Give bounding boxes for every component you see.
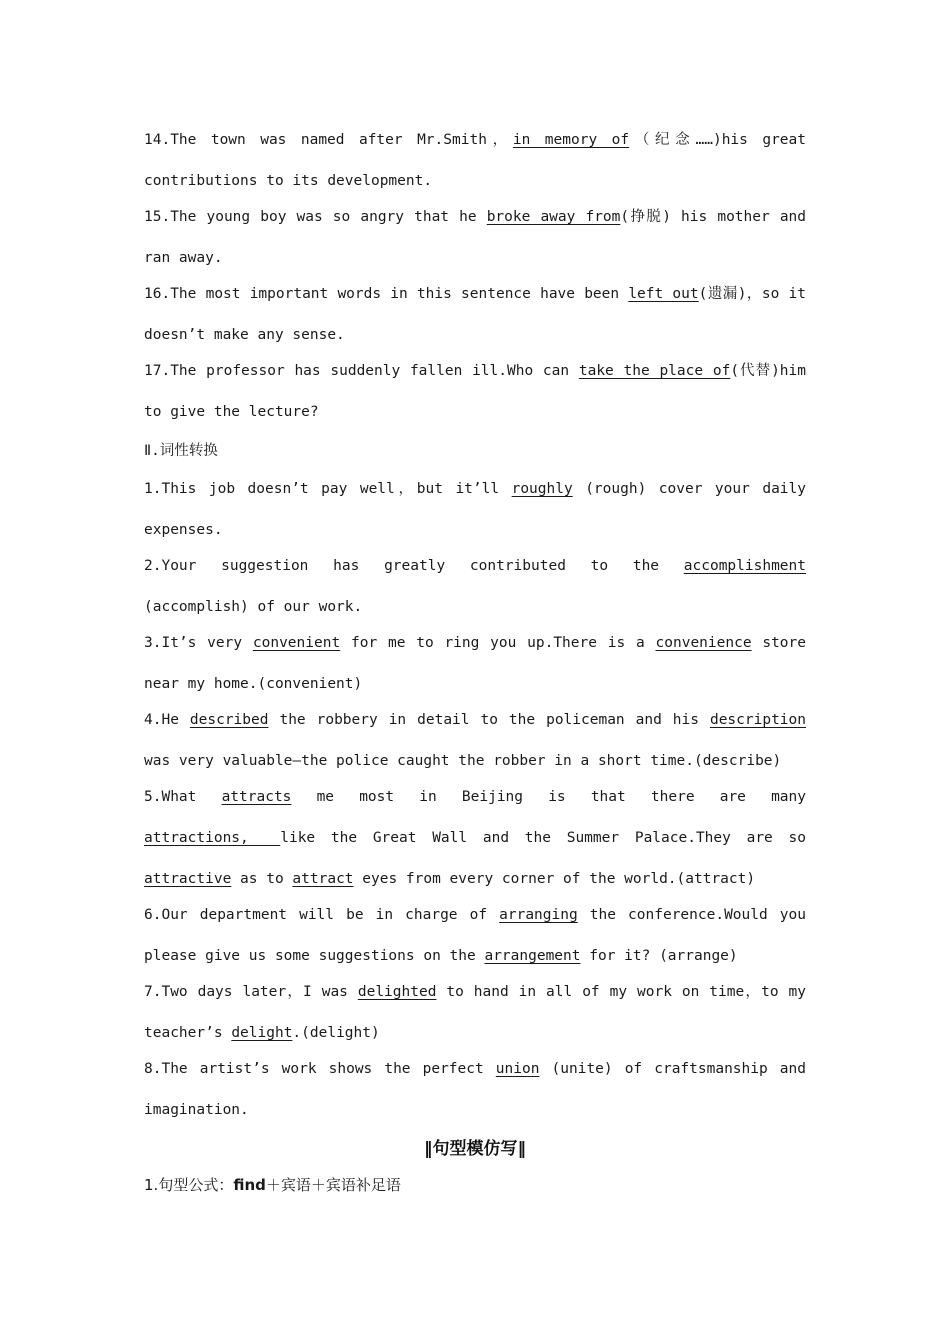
sentence-text: (挣脱) his mother and ran away. [144,209,807,266]
answer-blank: broke away from [486,209,621,225]
item-number: 1. [144,481,162,497]
sentence-text: Our department will be in charge of [161,907,500,923]
item-number: 6. [144,907,162,923]
document-page [144,120,806,1203]
answer-blank: roughly [511,481,573,497]
sentence-text: store near my home.(convenient) [144,635,806,692]
item-number: 17. [144,363,171,379]
answer-blank: delighted [357,984,437,1000]
answer-blank: attracts [221,789,292,805]
sentence-text: (rough) cover your daily expenses. [144,481,806,538]
item-number: 4. [144,712,162,728]
answer-blank: attractive [144,871,232,887]
sentence-text: like the Great Wall and the Summer Palace.They are so [280,830,806,846]
sentence-text: The most important words in this sentence have been [170,286,629,302]
answer-blank: in memory of [512,132,630,148]
item-number: 3. [144,635,162,651]
item-number: 7. [144,984,162,1000]
answer-blank: take the place of [578,363,731,379]
answer-blank: delight [231,1025,293,1041]
answer-blank: convenient [252,635,341,651]
word-form-item-3 [144,623,806,705]
answer-blank: convenience [655,635,752,651]
sentence-text: The young boy was so angry that he [170,209,487,225]
pattern-keyword: find [233,1176,266,1194]
answer-blank: attractions, [144,830,281,846]
word-form-item-1 [144,469,806,551]
answer-blank: accomplishment [683,558,806,574]
sentence-text: me most in Beijing is that there are many [291,789,806,805]
sentence-text: Your suggestion has greatly contributed to the [161,558,684,574]
answer-blank: arrangement [484,948,581,964]
exercise-item-16 [144,274,806,356]
sentence-text: The professor has suddenly fallen ill.Who can [170,363,579,379]
item-number: 8. [144,1061,162,1077]
item-number: 2. [144,558,162,574]
sentence-text: The artist’s work shows the perfect [161,1061,496,1077]
sentence-text: (遗漏)，so it doesn’t make any sense. [144,286,807,343]
sentence-text: This job doesn’t pay well，but it’ll [161,481,512,497]
answer-blank: union [495,1061,540,1077]
sentence-text: (unite) of craftsmanship and imagination. [144,1061,806,1118]
section-heading-word-forms: Ⅱ.词性转换 [144,443,218,459]
word-form-item-4 [144,700,806,782]
answer-blank: description [709,712,806,728]
sentence-text: What [161,789,222,805]
sentence-text: to hand in all of my work on time，to my teacher’s [144,984,806,1041]
sentence-text: （纪念……)his great contributions to its development. [144,132,806,189]
exercise-item-15 [144,197,806,279]
item-number: 16. [144,286,171,302]
sentence-text: .(delight) [292,1025,380,1041]
answer-blank: left out [628,286,699,302]
sentence-text: Two days later，I was [161,984,358,1000]
sentence-text: for it? (arrange) [580,948,738,964]
pattern-formula: ＋宾语＋宾语补足语 [265,1176,401,1194]
sentence-text: The town was named after Mr.Smith， [170,132,513,148]
answer-blank: arranging [499,907,578,923]
sentence-text: as to [231,871,293,887]
sentence-text: He [161,712,190,728]
sentence-text: (代替)him to give the lecture? [144,363,806,420]
item-number: 5. [144,789,162,805]
word-form-item-6 [144,895,806,977]
item-number: 14. [144,132,171,148]
sentence-text: It’s very [161,635,253,651]
sentence-pattern-item-1 [144,1167,806,1203]
item-number: 15. [144,209,171,225]
sentence-text: the robbery in detail to the policeman and his [268,712,710,728]
sentence-text: eyes from every corner of the world.(attract) [353,871,756,887]
pattern-label: 句型公式： [158,1176,234,1194]
word-form-item-7 [144,972,806,1054]
word-form-item-8 [144,1049,806,1131]
answer-blank: attract [292,871,354,887]
section-heading-sentence-patterns: ‖句型模仿写‖ [424,1139,526,1159]
exercise-item-14 [144,120,806,202]
answer-blank: described [189,712,269,728]
item-number: 1. [144,1176,159,1194]
sentence-text: for me to ring you up.There is a [340,635,656,651]
sentence-text: (accomplish) of our work. [144,599,363,615]
exercise-item-17 [144,351,806,433]
sentence-text: was very valuable—the police caught the robber in a short time.(describe) [144,753,782,769]
sentence-text: the conference.Would you please give us some suggestions on the [144,907,806,964]
word-form-item-2 [144,546,806,628]
word-form-item-5 [144,777,806,900]
